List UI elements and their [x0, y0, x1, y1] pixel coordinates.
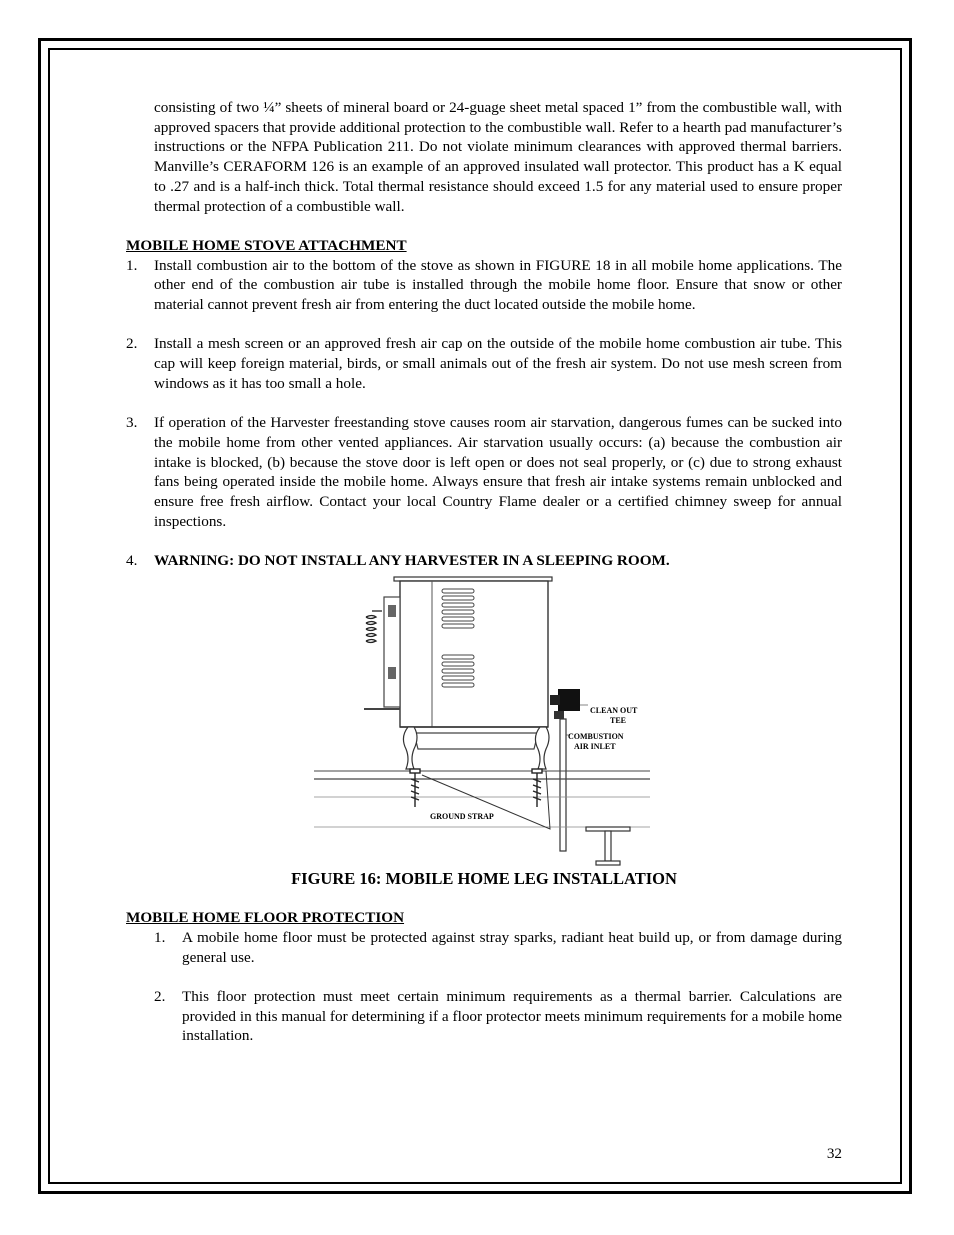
list-item-number: 4.	[126, 552, 138, 570]
section-heading-floor-protection: MOBILE HOME FLOOR PROTECTION	[126, 909, 405, 927]
page-number: 32	[826, 1145, 842, 1162]
label-tee: TEE	[610, 715, 627, 725]
section-heading-stove-attachment: MOBILE HOME STOVE ATTACHMENT	[126, 236, 407, 254]
label-clean-out: CLEAN OUT	[590, 705, 638, 715]
list-item-number: 2.	[154, 988, 166, 1005]
intro-paragraph: consisting of two ¼” sheets of mineral board or 24-guage sheet metal spaced 1” from the combustible wall, with approved spacers that provide additional protection to the combustible wall. Refer to a hearth pad manufacturer’s instructions or the NFPA Publication 211. Do not violate minimum clearances with approved thermal barriers. Manville’s CERAFORM 126 is an example of an approved insulated wall protector. This product has a K equal to .27 and is a half-inch thick. Total thermal resistance should exceed 1.5 for any material used to ensure proper thermal protection of a combustible wall.	[154, 99, 842, 215]
warning-text: WARNING: DO NOT INSTALL ANY HARVESTER IN A SLEEPING ROOM.	[154, 552, 670, 570]
list-item-text: Install combustion air to the bottom of the stove as shown in FIGURE 18 in all mobile home applications. The other end of the combustion air tube is installed through the mobile home floor. Ensure that snow or other material cannot prevent fresh air from entering the duct located outside the mobile home.	[154, 256, 842, 314]
list-item-text: If operation of the Harvester freestanding stove causes room air starvation, dangerous fumes can be sucked into the mobile home from other vented appliances. Air starvation usually occurs: (a) because the combustion air intake is blocked, (b) because the stove door is left open or does not seal properly, or (c) due to strong exhaust fans being operated inside the mobile home. Always ensure that fresh air intake systems remain unblocked and ensure free fresh airflow. Contact your local Country Flame dealer or a certified chimney sweep for annual inspections.	[154, 414, 842, 530]
figure-mobile-home-leg-installation	[314, 575, 650, 867]
stove-diagram	[314, 575, 650, 867]
label-combustion: COMBUSTION	[568, 731, 624, 741]
list-item	[126, 413, 842, 531]
list-item	[126, 987, 842, 1046]
list-item-number: 1.	[126, 256, 138, 274]
list-item-number: 3.	[126, 414, 138, 432]
list-item-text: A mobile home floor must be protected against stray sparks, radiant heat build up, or from damage during general use.	[182, 928, 842, 966]
list-item-text: Install a mesh screen or an approved fresh air cap on the outside of the mobile home combustion air tube. This cap will keep foreign material, birds, or small animals out of the fresh air system. Do not use mesh screen from windows as it has too small a hole.	[154, 335, 842, 392]
label-ground-strap: GROUND STRAP	[430, 811, 494, 821]
page-content	[126, 98, 842, 1046]
list-item	[126, 334, 842, 393]
figure-caption: FIGURE 16: MOBILE HOME LEG INSTALLATION	[291, 868, 677, 888]
list-item-text: This floor protection must meet certain minimum requirements as a thermal barrier. Calculations are provided in this manual for determining if a floor protector meets minimum requirements for a mobile home installation.	[182, 988, 842, 1045]
list-item	[126, 256, 842, 315]
list-item-warning	[126, 551, 842, 571]
list-item-number: 2.	[126, 335, 138, 353]
label-air-inlet: AIR INLET	[574, 741, 616, 751]
list-item	[126, 928, 842, 967]
list-item-number: 1.	[154, 928, 166, 946]
